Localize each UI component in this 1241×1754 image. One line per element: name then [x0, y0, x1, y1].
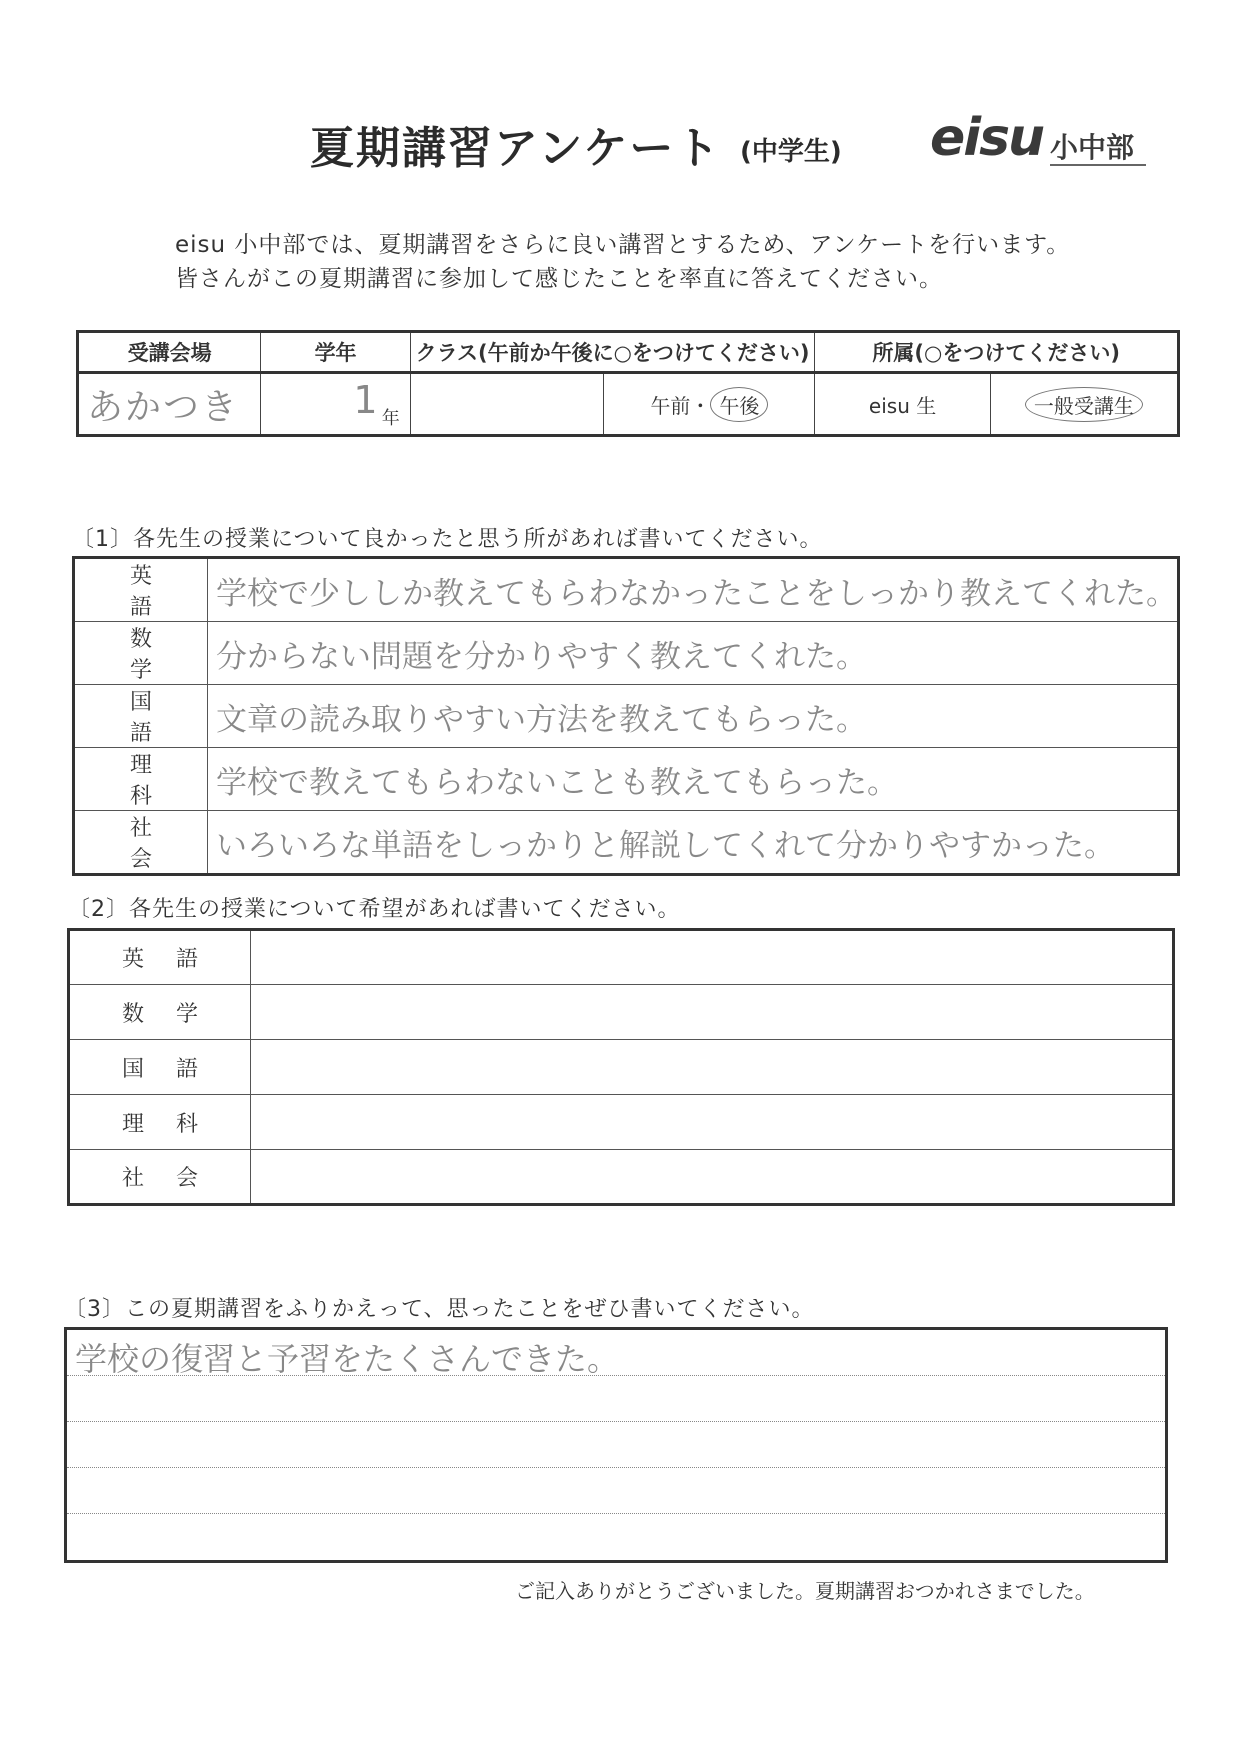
request-social[interactable] [251, 1150, 1174, 1205]
section1-row-japanese [74, 685, 1179, 748]
section1-row-english [74, 558, 1179, 622]
writing-line [67, 1375, 1165, 1376]
session-am[interactable]: 午前 [650, 393, 691, 418]
grade-cell[interactable] [261, 373, 410, 436]
affil-general-circled: 一般受講生 [1025, 387, 1143, 422]
info-table [76, 330, 1180, 437]
affil-eisu-cell[interactable] [815, 373, 990, 436]
section2-row-english [69, 930, 1174, 985]
page-title-sub: (中学生) [740, 137, 842, 167]
venue-cell[interactable] [78, 373, 261, 436]
subject-label: 国語 [69, 1040, 251, 1095]
request-english[interactable] [251, 930, 1174, 985]
answer-english[interactable]: 学校で少ししか教えてもらわなかったことをしっかり教えてくれた。 [208, 558, 1179, 622]
subject-label: 数学 [69, 985, 251, 1040]
section1-table [72, 556, 1180, 876]
class-header: クラス(午前か午後に○をつけてください) [410, 332, 815, 373]
subject-label: 社会 [69, 1150, 251, 1205]
affil-general-cell[interactable] [990, 373, 1178, 436]
info-value-row [78, 373, 1179, 436]
logo-underline [1050, 164, 1146, 166]
page-title: 夏期講習アンケート [310, 123, 722, 174]
subject-label: 理科 [69, 1095, 251, 1150]
answer-social[interactable]: いろいろな単語をしっかりと解説してくれて分かりやすかった。 [208, 811, 1179, 875]
writing-line [67, 1421, 1165, 1422]
section2-row-japanese [69, 1040, 1174, 1095]
subject-label: 英語 [69, 930, 251, 985]
subject-label: 英語 [74, 558, 208, 622]
section1-row-social [74, 811, 1179, 875]
closing-note: ご記入ありがとうございました。夏期講習おつかれさまでした。 [515, 1579, 1095, 1603]
venue-header: 受講会場 [78, 332, 261, 373]
affiliation-header: 所属(○をつけてください) [815, 332, 1179, 373]
class-name-cell[interactable] [410, 373, 604, 436]
intro-line-2: 皆さんがこの夏期講習に参加して感じたことを率直に答えてください。 [175, 266, 943, 292]
affil-eisu: eisu 生 [868, 393, 937, 418]
section2-table [67, 928, 1175, 1206]
venue-value: あかつき [87, 386, 240, 428]
intro-line-1: eisu 小中部では、夏期講習をさらに良い講習とするため、アンケートを行います。 [175, 232, 1071, 258]
section1-heading: 〔1〕各先生の授業について良かったと思う所があれば書いてください。 [72, 527, 823, 552]
section2-row-social [69, 1150, 1174, 1205]
request-math[interactable] [251, 985, 1174, 1040]
grade-unit: 年 [381, 408, 400, 429]
answer-japanese[interactable]: 文章の読み取りやすい方法を教えてもらった。 [208, 685, 1179, 748]
subject-label: 数学 [74, 622, 208, 685]
writing-line [67, 1513, 1165, 1514]
grade-header: 学年 [261, 332, 410, 373]
section2-heading: 〔2〕各先生の授業について希望があれば書いてください。 [68, 897, 681, 922]
section2-row-science [69, 1095, 1174, 1150]
session-pm-circled[interactable]: 午後 [710, 387, 768, 422]
subject-label: 社会 [74, 811, 208, 875]
section2-row-math [69, 985, 1174, 1040]
logo-mark: eisu [930, 108, 1044, 168]
logo-division: 小中部 [1050, 131, 1135, 164]
writing-line [67, 1467, 1165, 1468]
grade-value: 1 [353, 378, 378, 422]
reflection-box[interactable] [64, 1327, 1168, 1563]
section3-heading: 〔3〕この夏期講習をふりかえって、思ったことをぜひ書いてください。 [64, 1297, 815, 1322]
request-japanese[interactable] [251, 1040, 1174, 1095]
subject-label: 国語 [74, 685, 208, 748]
request-science[interactable] [251, 1095, 1174, 1150]
subject-label: 理科 [74, 748, 208, 811]
answer-science[interactable]: 学校で教えてもらわないことも教えてもらった。 [208, 748, 1179, 811]
reflection-answer: 学校の復習と予習をたくさんできた。 [75, 1340, 620, 1378]
section1-row-math [74, 622, 1179, 685]
eisu-logo [930, 108, 1150, 168]
session-separator: ・ [690, 393, 711, 418]
section1-row-science [74, 748, 1179, 811]
session-cell[interactable] [604, 373, 815, 436]
answer-math[interactable]: 分からない問題を分かりやすく教えてくれた。 [208, 622, 1179, 685]
info-header-row [78, 332, 1179, 373]
